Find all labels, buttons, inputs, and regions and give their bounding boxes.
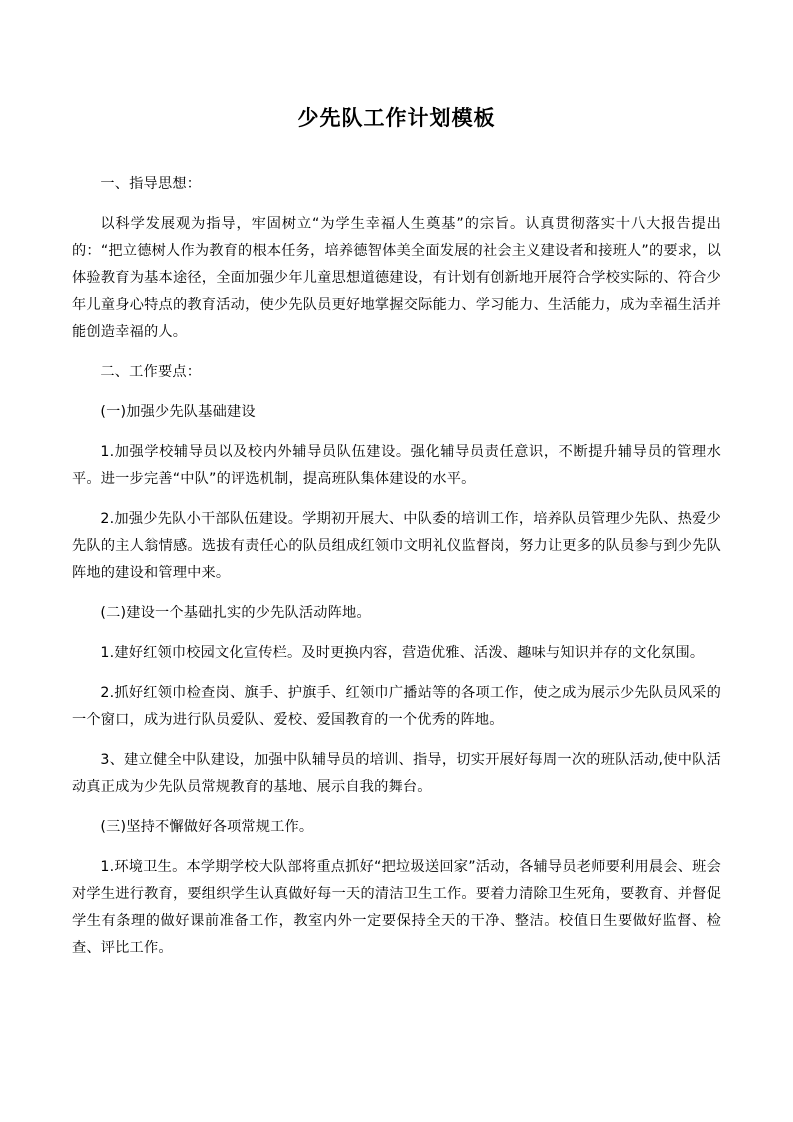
paragraph-subsection-3: (三)坚持不懈做好各项常规工作。: [100, 819, 314, 836]
paragraph-section-heading-2: 二、工作要点：: [100, 364, 202, 381]
paragraph-item-3-1: 1.环境卫生。本学期学校大队部将重点抓好“把垃圾送回家”活动，各辅导员老师要利用晨会、班会对学生进行教育，要组织学生认真做好每一天的清洁卫生工作。要着力清除卫生死角，要教育、并督促学生有条理的做好课前准备工作，教室内外一定要保持全天的干净、整洁。校值日生要做好监督、检查、评比工作。: [72, 859, 721, 957]
page-title: 少先队工作计划模板: [297, 106, 496, 130]
paragraph-subsection-2: (二)建设一个基础扎实的少先队活动阵地。: [100, 605, 371, 622]
paragraph-guiding-ideology: 以科学发展观为指导，牢固树立“为学生幸福人生奠基”的宗旨。认真贯彻落实十八大报告提出的：“把立德树人作为教育的根本任务，培养德智体美全面发展的社会主义建设者和接班人”的要求，以体验教育为基本途径，全面加强少年儿童思想道德建设，有计划有创新地开展符合学校实际的、符合少年儿童身心特点的教育活动，使少先队员更好地掌握交际能力、学习能力、生活能力，成为幸福生活并能创造幸福的人。: [72, 216, 721, 341]
paragraph-item-2-1: 1.建好红领巾校园文化宣传栏。及时更换内容，营造优雅、活泼、趣味与知识并存的文化氛围。: [100, 645, 705, 662]
paragraph-subsection-1: (一)加强少先队基础建设: [100, 404, 256, 421]
paragraph-section-heading-1: 一、指导思想：: [100, 176, 202, 193]
paragraph-item-1-2: 2.加强少先队小干部队伍建设。学期初开展大、中队委的培训工作，培养队员管理少先队、热爱少先队的主人翁情感。选拔有责任心的队员组成红领巾文明礼仪监督岗，努力让更多的队员参与到少先队阵地的建设和管理中来。: [72, 511, 721, 582]
paragraph-item-2-3: 3、建立健全中队建设，加强中队辅导员的培训、指导，切实开展好每周一次的班队活动,使中队活动真正成为少先队员常规教育的基地、展示自我的舞台。: [72, 752, 721, 796]
paragraph-item-2-2: 2.抓好红领巾检查岗、旗手、护旗手、红领巾广播站等的各项工作，使之成为展示少先队员风采的一个窗口，成为进行队员爱队、爱校、爱国教育的一个优秀的阵地。: [72, 685, 721, 729]
paragraph-item-1-1: 1.加强学校辅导员以及校内外辅导员队伍建设。强化辅导员责任意识，不断提升辅导员的管理水平。进一步完善“中队”的评选机制，提高班队集体建设的水平。: [72, 444, 721, 488]
